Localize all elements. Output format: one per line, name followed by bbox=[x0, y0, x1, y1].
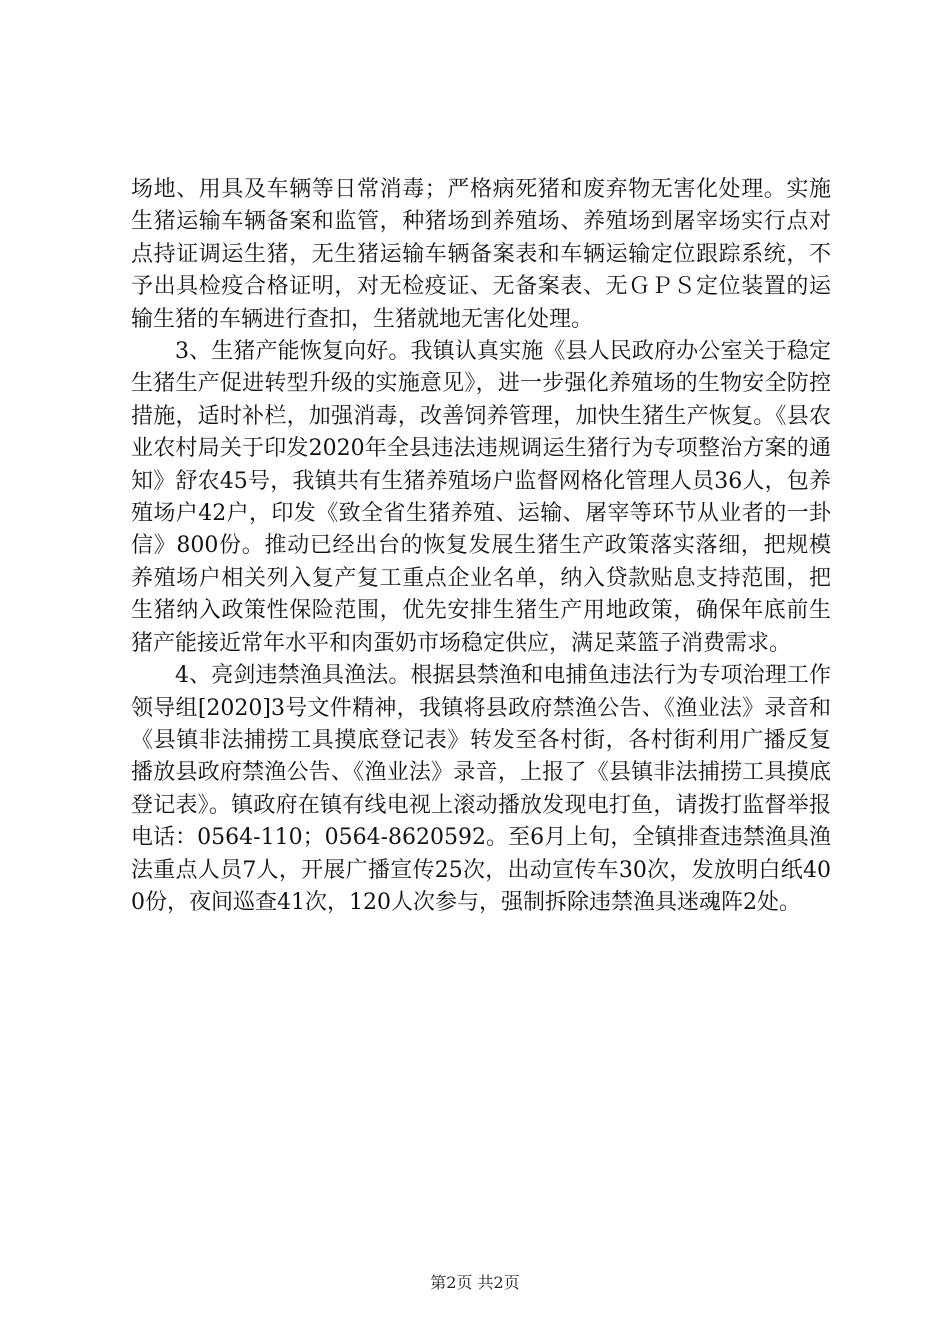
paragraph-pig-capacity: 3、生猪产能恢复向好。我镇认真实施《县人民政府办公室关于稳定生猪生产促进转型升级的实施意见》，进一步强化养殖场的生物安全防控措施，适时补栏，加强消毒，改善饲养管理，加快生猪生产恢复。《县农业农村局关于印发2020年全县违法违规调运生猪行为专项整治方案的通知》舒农45号，我镇共有生猪养殖场户监督网格化管理人员36人，包养殖场户42户，印发《致全省生猪养殖、运输、屠宰等环节从业者的一卦信》800份。推动已经出台的恢复发展生猪生产政策落实落细，把规模养殖场户相关列入复产复工重点企业名单，纳入贷款贴息支持范围，把生猪纳入政策性保险范围，优先安排生猪生产用地政策，确保年底前生猪产能接近常年水平和肉蛋奶市场稳定供应，满足菜篮子消费需求。 bbox=[131, 339, 831, 656]
paragraph-continuation: 场地、用具及车辆等日常消毒；严格病死猪和废弃物无害化处理。实施生猪运输车辆备案和监管，种猪场到养殖场、养殖场到屠宰场实行点对点持证调运生猪，无生猪运输车辆备案表和车辆运输定位跟踪系统，不予出具检疫合格证明，对无检疫证、无备案表、无ＧＰＳ定位装置的运输生猪的车辆进行查扣，生猪就地无害化处理。 bbox=[131, 177, 831, 332]
document-body bbox=[131, 174, 831, 919]
paragraph-fishing-ban: 4、亮剑违禁渔具渔法。根据县禁渔和电捕鱼违法行为专项治理工作领导组[2020]3号文件精神，我镇将县政府禁渔公告、《渔业法》录音和《县镇非法捕捞工具摸底登记表》转发至各村街，各村街利用广播反复播放县政府禁渔公告、《渔业法》录音，上报了《县镇非法捕捞工具摸底登记表》。镇政府在镇有线电视上滚动播放发现电打鱼，请拨打监督举报电话：0564-110；0564-8620592。至6月上旬，全镇排查违禁渔具渔法重点人员7人，开展广播宣传25次，出动宣传车30次，发放明白纸400份，夜间巡查41次，120人次参与，强制拆除违禁渔具迷魂阵2处。 bbox=[131, 663, 831, 915]
page-number-footer: 第2页 共2页 bbox=[430, 1273, 520, 1292]
